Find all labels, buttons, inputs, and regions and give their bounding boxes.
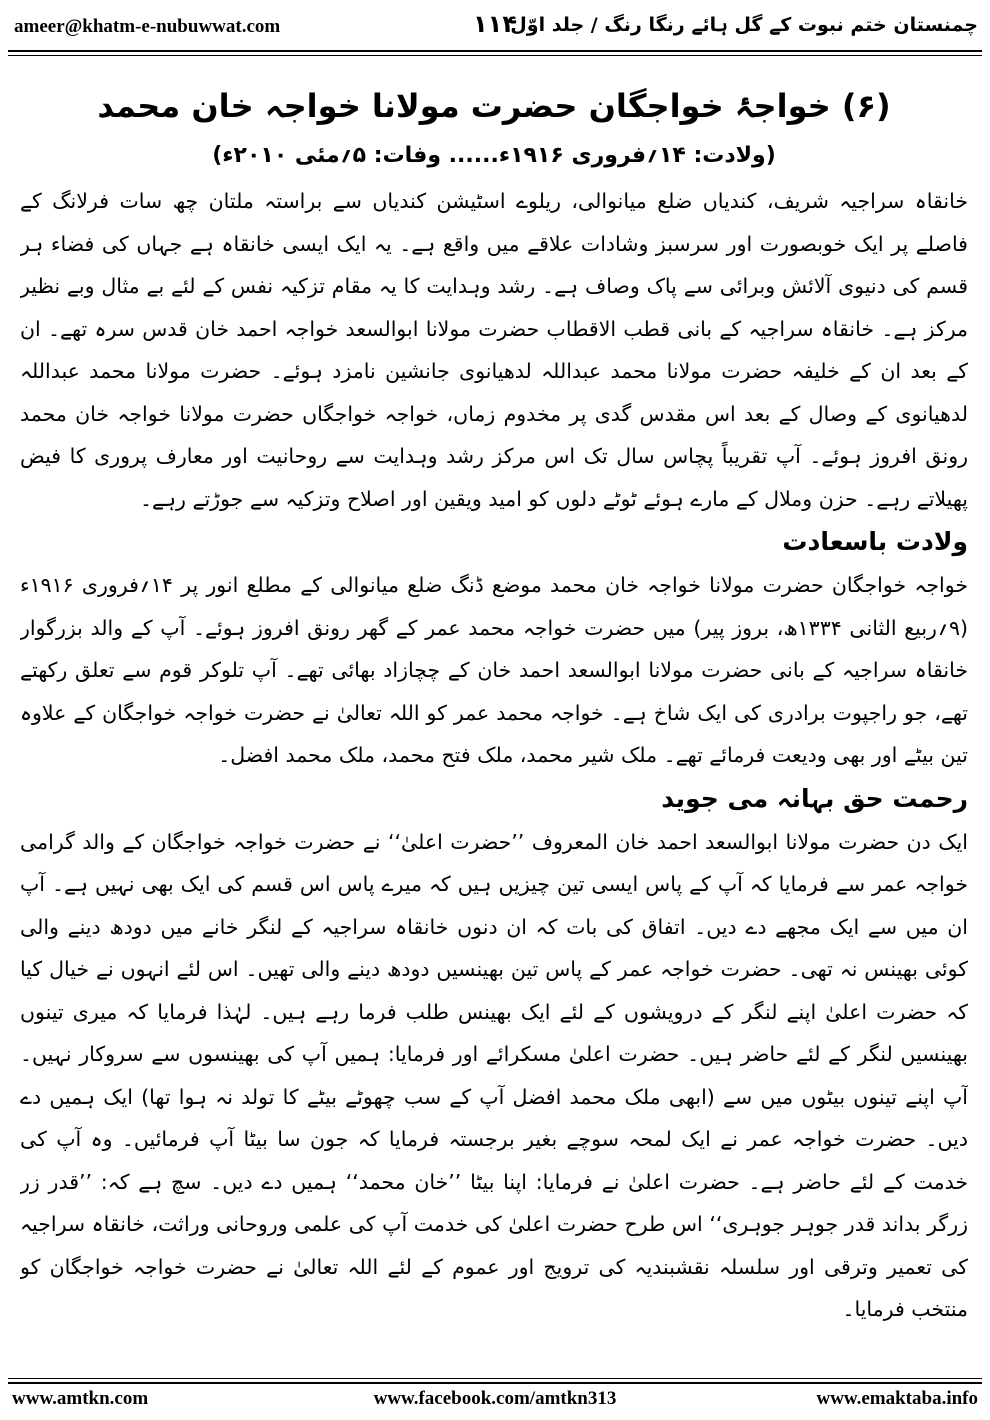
article-body [20,78,968,1373]
page-footer [0,1378,990,1420]
article-title: (۶) خواجۂ خواجگان حضرت مولانا خواجہ خان محمد [97,87,891,125]
mercy-paragraph: ایک دن حضرت مولانا ابوالسعد احمد خان المعروف ’’حضرت اعلیٰ‘‘ نے حضرت خواجہ خواجگان کے والد گرامی خواجہ عمر سے فرمایا کہ آپ کے پاس ایسی تین چیزیں ہیں کہ میرے پاس اس قسم کی ایک بھی نہیں ہے۔ آپ ان میں سے ایک مجھے دے دیں۔ اتفاق کی بات کہ ان دنوں خانقاہ سراجیہ کے لنگر خانے میں دودھ دینے والی کوئی بھینس نہ تھی۔ حضرت خواجہ عمر کے پاس تین بھینسیں دودھ دینے والی تھیں۔ اس لئے انہوں نے خیال کیا کہ حضرت اعلیٰ اپنے لنگر کے درویشوں کے لئے ایک بھینس طلب فرما رہے ہیں۔ لہٰذا فرمایا کہ میری تینوں بھینسیں لنگر کے لئے حاضر ہیں۔ حضرت اعلیٰ مسکرائے اور فرمایا: ہمیں آپ کی بھینسوں سے سروکار نہیں۔ آپ اپنے تینوں بیٹوں میں سے (ابھی ملک محمد افضل آپ کے سب چھوٹے بیٹے کا تولد نہ ہوا تھا) ایک ہمیں دے دیں۔ حضرت خواجہ عمر نے ایک لمحہ سوچے بغیر برجستہ فرمایا کہ جون سا بیٹا آپ فرمائیں۔ وہ آپ کی خدمت کے لئے حاضر ہے۔ حضرت اعلیٰ نے فرمایا: اپنا بیٹا ’’خان محمد‘‘ ہمیں دے دیں۔ سچ ہے کہ: ’’قدر زر زرگر بداند قدر جوہر جوہری‘‘ اس طرح حضرت اعلیٰ کی خدمت آپ کی علمی وروحانی وراثت، خانقاہ سراجیہ کی تعمیر وترقی اور سلسلہ نقشبندیہ کی ترویج اور عموم کے لئے اللہ تعالیٰ نے حضرت خواجہ خواجگان کو منتخب فرمایا۔ [20,829,968,1321]
header-rule-thin [8,55,982,56]
page-number: ۱۱۴ [473,10,517,38]
section-heading-birth: ولادت باسعادت [782,527,968,556]
header-email: ameer@khatm-e-nubuwwat.com [14,16,281,37]
footer-website-link[interactable]: www.amtkn.com [12,1388,149,1409]
page-header [0,0,990,70]
book-title: چمنستان ختم نبوت کے گل ہائے رنگا رنگ / جلد اوّل [510,14,978,36]
footer-facebook-link[interactable]: www.facebook.com/amtkn313 [373,1388,617,1409]
birth-death-dates: (ولادت: ۱۴؍فروری ۱۹۱۶ء...... وفات: ۵؍مئی ۲۰۱۰ء) [212,143,776,168]
header-rule [8,50,982,52]
birth-paragraph: خواجہ خواجگان حضرت مولانا خواجہ خان محمد موضع ڈنگ ضلع میانوالی کے مطلع انور پر ۱۴؍فروری ۱۹۱۶ء (۹؍ربیع الثانی ۱۳۳۴ھ، بروز پیر) میں حضرت خواجہ محمد عمر کے گھر رونق افروز ہوئے۔ آپ کے والد بزرگوار خانقاہ سراجیہ کے بانی حضرت مولانا ابوالسعد احمد خان کے چچازاد بھائی تھے۔ آپ تلوکر قوم سے تعلق رکھتے تھے، جو راجپوت برادری کی ایک شاخ ہے۔ خواجہ محمد عمر کو اللہ تعالیٰ نے حضرت خواجہ خواجگان کے علاوہ تین بیٹے اور بھی ودیعت فرمائے تھے۔ ملک شیر محمد، ملک فتح محمد، ملک محمد افضل۔ [20,573,968,767]
section-heading-mercy: رحمت حق بہانہ می جوید [661,783,968,813]
footer-rule [8,1382,982,1384]
intro-paragraph: خانقاہ سراجیہ شریف، کندیاں ضلع میانوالی، ریلوے اسٹیشن کندیاں سے براستہ ملتان چھ سات فرلانگ کے فاصلے پر ایک خوبصورت اور سرسبز وشادات علاقے میں واقع ہے۔ یہ ایک ایسی خانقاہ ہے جہاں کی فضاء ہر قسم کی دنیوی آلائش وبرائی سے پاک وصاف ہے۔ رشد وہدایت کا یہ مقام تزکیہ نفس کے لئے بے مثال وبے نظیر مرکز ہے۔ خانقاہ سراجیہ کے بانی قطب الاقطاب حضرت مولانا ابوالسعد خواجہ احمد خان قدس سرہ تھے۔ ان کے بعد ان کے خلیفہ حضرت مولانا محمد عبداللہ لدھیانوی جانشین نامزد ہوئے۔ حضرت مولانا محمد عبداللہ لدھیانوی کے وصال کے بعد اس مقدس گدی پر مخدوم زماں، خواجہ خواجگاں حضرت مولانا خواجہ خان محمد رونق افروز ہوئے۔ آپ تقریباً پچاس سال تک اس مرکز رشد وہدایت سے روحانیت اور معارف پروری کا فیض پھیلاتے رہے۔ حزن وملال کے مارے ہوئے ٹوٹے دلوں کو امید ویقین اور اصلاح وتزکیہ سے جوڑتے رہے۔ [20,189,968,511]
footer-emaktaba-link[interactable]: www.emaktaba.info [816,1388,978,1409]
footer-rule-thin [8,1378,982,1379]
